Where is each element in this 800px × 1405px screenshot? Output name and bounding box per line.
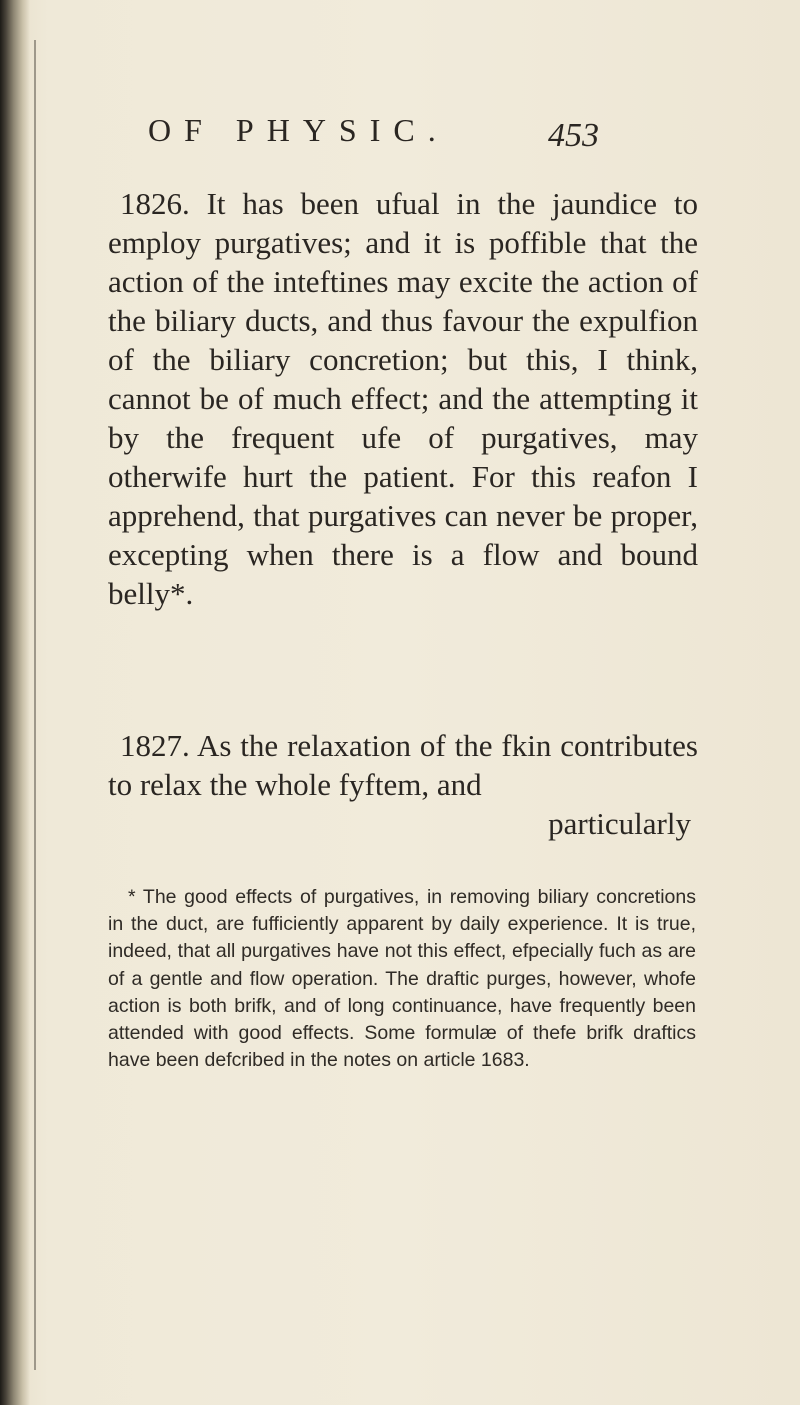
book-binding-shadow <box>0 0 30 1405</box>
gutter-line <box>34 40 36 1370</box>
page-header <box>0 110 800 160</box>
page-number: 453 <box>548 117 599 154</box>
running-head: OF PHYSIC. <box>148 112 449 148</box>
footnote: * The good effects of purgatives, in removing biliary concretions in the duct, are fufficiently apparent by daily experience. It is true, indeed, that all purgatives have not this effect, efpecially fuch as are of a gentle and flow operation. The draftic purges, however, whofe action is both brifk, and of long continuance, have frequently been attended with good effects. Some formulæ of thefe brifk draftics have been defcribed in the notes on article 1683. <box>108 886 696 1072</box>
paragraph-1827: 1827. As the relaxation of the fkin contributes to relax the whole fyftem, and <box>108 728 698 802</box>
paragraph-1826: 1826. It has been ufual in the jaundice to employ purgatives; and it is poffible that the action of the inteftines may excite the action of the biliary ducts, and thus favour the expulfion of the biliary concretion; but this, I think, cannot be of much effect; and the attempting it by the frequent ufe of purgatives, may otherwife hurt the patient. For this reafon I apprehend, that purgatives can never be proper, excepting when there is a flow and bound belly*. <box>108 186 698 611</box>
catchword: particularly <box>548 806 691 841</box>
